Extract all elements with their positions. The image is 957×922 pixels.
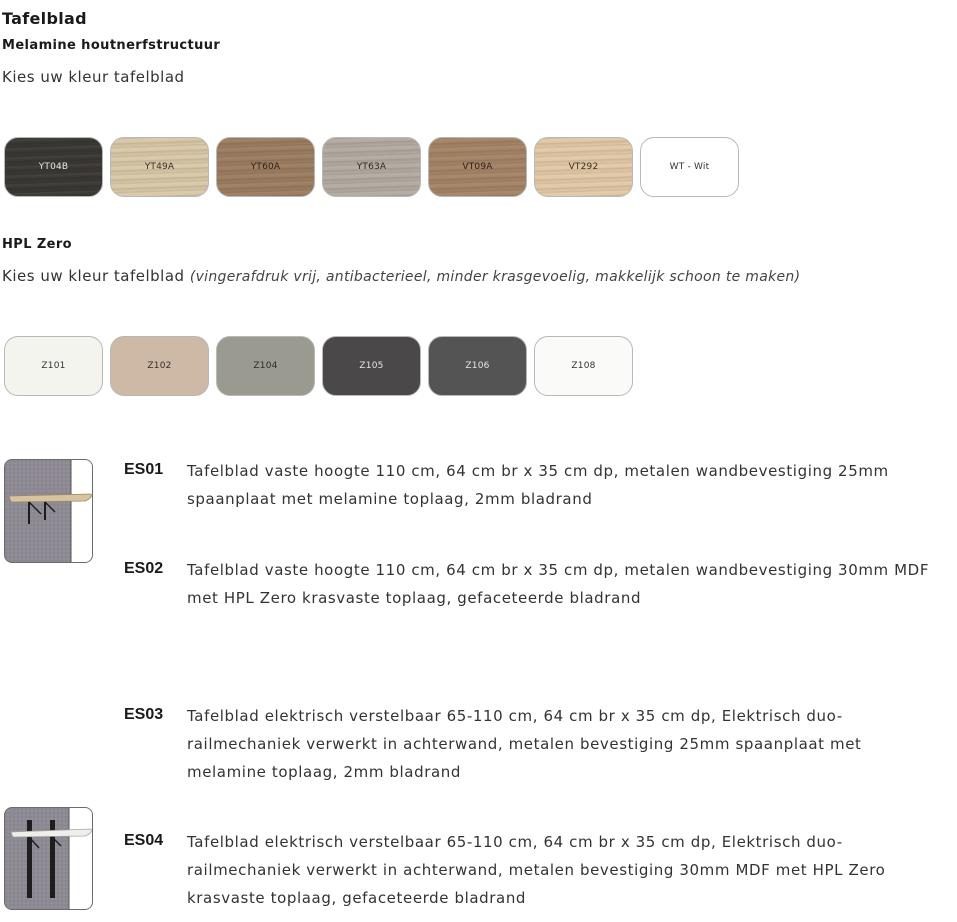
swatch-label: YT49A	[144, 162, 175, 172]
product-description: Tafelblad elektrisch verstelbaar 65-110 cm, 64 cm br x 35 cm dp, Elektrisch duo-railmechaniek verwerkt in achterwand, metalen bevestiging 30mm MDF met HPL Zero krasvaste toplaag, gefaceteerde bladrand	[187, 833, 886, 907]
product-code: ES02	[124, 560, 164, 577]
melamine-swatch-wt-wit[interactable]	[640, 137, 739, 197]
product-description: Tafelblad vaste hoogte 110 cm, 64 cm br x 35 cm dp, metalen wandbevestiging 25mm spaanplaat met melamine toplaag, 2mm bladrand	[187, 462, 889, 508]
swatch-label: YT60A	[250, 162, 281, 172]
melamine-choose-color-text: Kies uw kleur tafelblad	[2, 68, 185, 86]
swatch-label: YT63A	[356, 162, 387, 172]
melamine-swatch-yt60a[interactable]	[216, 137, 315, 197]
swatch-label: WT - Wit	[669, 162, 710, 172]
swatch-label: Z108	[571, 361, 596, 371]
swatch-label: Z105	[359, 361, 384, 371]
melamine-swatch-vt09a[interactable]	[428, 137, 527, 197]
hpl-swatch-z105[interactable]	[322, 336, 421, 396]
melamine-swatch-vt292[interactable]	[534, 137, 633, 197]
page-title: Tafelblad	[2, 9, 87, 28]
hpl-swatch-z106[interactable]	[428, 336, 527, 396]
melamine-swatch-yt04b[interactable]	[4, 137, 103, 197]
hpl-choose-color-text: Kies uw kleur tafelblad	[2, 267, 185, 285]
melamine-swatch-yt63a[interactable]	[322, 137, 421, 197]
fixed-desk-illustration	[5, 460, 93, 563]
swatch-label: Z101	[41, 361, 66, 371]
hpl-swatch-z108[interactable]	[534, 336, 633, 396]
hpl-swatch-z101[interactable]	[4, 336, 103, 396]
hpl-note: (vingerafdruk vrij, antibacterieel, minder krasgevoelig, makkelijk schoon te maken)	[189, 269, 801, 285]
swatch-label: Z104	[253, 361, 278, 371]
swatch-label: VT09A	[462, 162, 493, 172]
product-image-electric	[4, 807, 93, 910]
hpl-swatch-z102[interactable]	[110, 336, 209, 396]
hpl-choose-color-line	[2, 267, 800, 285]
melamine-swatch-yt49a[interactable]	[110, 137, 209, 197]
hpl-swatch-list	[4, 336, 633, 396]
product-code: ES01	[124, 461, 164, 478]
melamine-swatch-list	[4, 137, 739, 197]
product-description: Tafelblad vaste hoogte 110 cm, 64 cm br x 35 cm dp, metalen wandbevestiging 30mm MDF met HPL Zero krasvaste toplaag, gefaceteerde bladrand	[187, 561, 930, 607]
swatch-label: Z106	[465, 361, 490, 371]
swatch-label: VT292	[568, 162, 599, 172]
product-code: ES04	[124, 832, 164, 849]
swatch-label: Z102	[147, 361, 172, 371]
electric-desk-illustration	[5, 808, 93, 910]
swatch-label: YT04B	[38, 162, 69, 172]
product-image-fixed-height	[4, 459, 93, 563]
product-description: Tafelblad elektrisch verstelbaar 65-110 cm, 64 cm br x 35 cm dp, Elektrisch duo-railmechaniek verwerkt in achterwand, metalen bevestiging 25mm spaanplaat met melamine toplaag, 2mm bladrand	[187, 707, 862, 781]
melamine-heading: Melamine houtnerfstructuur	[2, 38, 221, 53]
product-code: ES03	[124, 706, 164, 723]
hpl-heading: HPL Zero	[2, 237, 73, 252]
hpl-swatch-z104[interactable]	[216, 336, 315, 396]
